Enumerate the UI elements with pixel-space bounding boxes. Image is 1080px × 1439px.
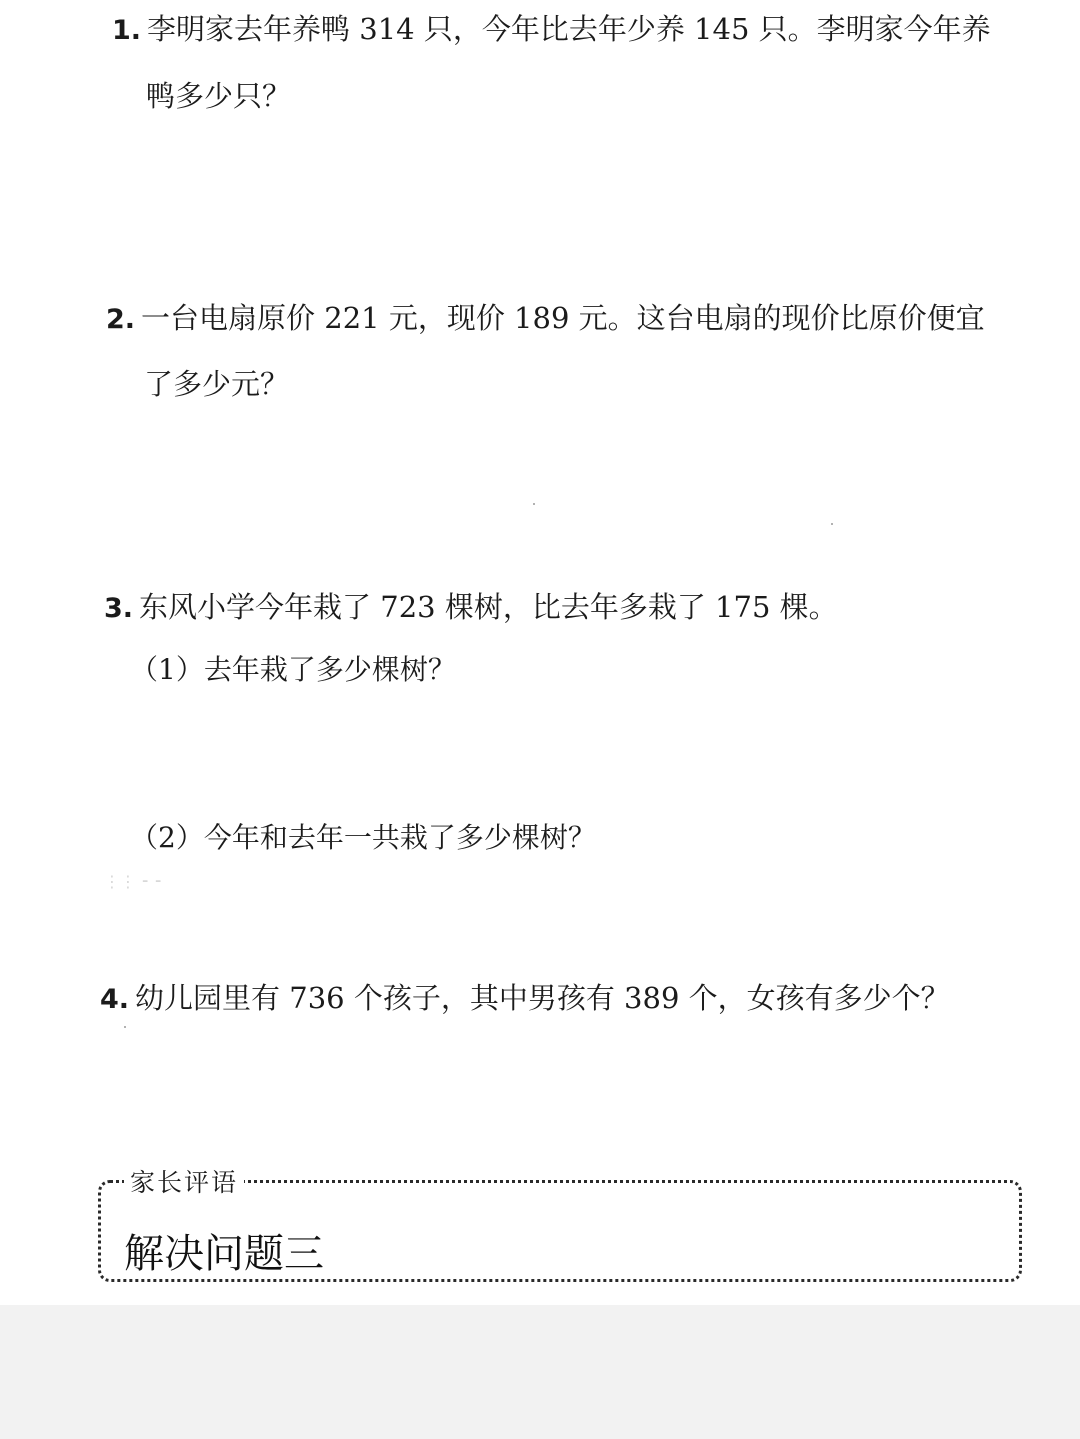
blank-footer-area bbox=[0, 1305, 1080, 1439]
question-number: 3. bbox=[104, 593, 134, 624]
scan-speck bbox=[124, 1026, 126, 1028]
question-4 bbox=[100, 981, 950, 1016]
parent-comment-label: 家长评语 bbox=[124, 1163, 244, 1199]
question-3-sub-2: （2）今年和去年一共栽了多少棵树？ bbox=[130, 821, 596, 854]
worksheet-title: 解决问题三 bbox=[124, 1231, 324, 1277]
question-1 bbox=[112, 12, 991, 47]
question-text: 东风小学今年栽了 723 棵树，比去年多栽了 175 棵。 bbox=[139, 590, 838, 624]
bleed-through-mark: ⋮⋮ ⁃ ⁃ bbox=[104, 872, 163, 891]
question-2-continuation: 了多少元？ bbox=[144, 367, 290, 401]
question-number: 2. bbox=[106, 304, 136, 335]
question-text: 一台电扇原价 221 元，现价 189 元。这台电扇的现价比原价便宜 bbox=[141, 301, 985, 335]
question-number: 4. bbox=[100, 984, 130, 1015]
question-3-sub-1: （1）去年栽了多少棵树？ bbox=[130, 653, 456, 686]
question-1-continuation: 鸭多少只？ bbox=[146, 79, 292, 113]
question-text: 李明家去年养鸭 314 只，今年比去年少养 145 只。李明家今年养 bbox=[147, 12, 991, 46]
scan-speck bbox=[831, 523, 833, 525]
question-text: 幼儿园里有 736 个孩子，其中男孩有 389 个，女孩有多少个？ bbox=[135, 981, 950, 1015]
question-3 bbox=[104, 590, 838, 625]
scan-speck bbox=[533, 503, 535, 505]
question-2 bbox=[106, 301, 985, 336]
question-number: 1. bbox=[112, 15, 142, 46]
